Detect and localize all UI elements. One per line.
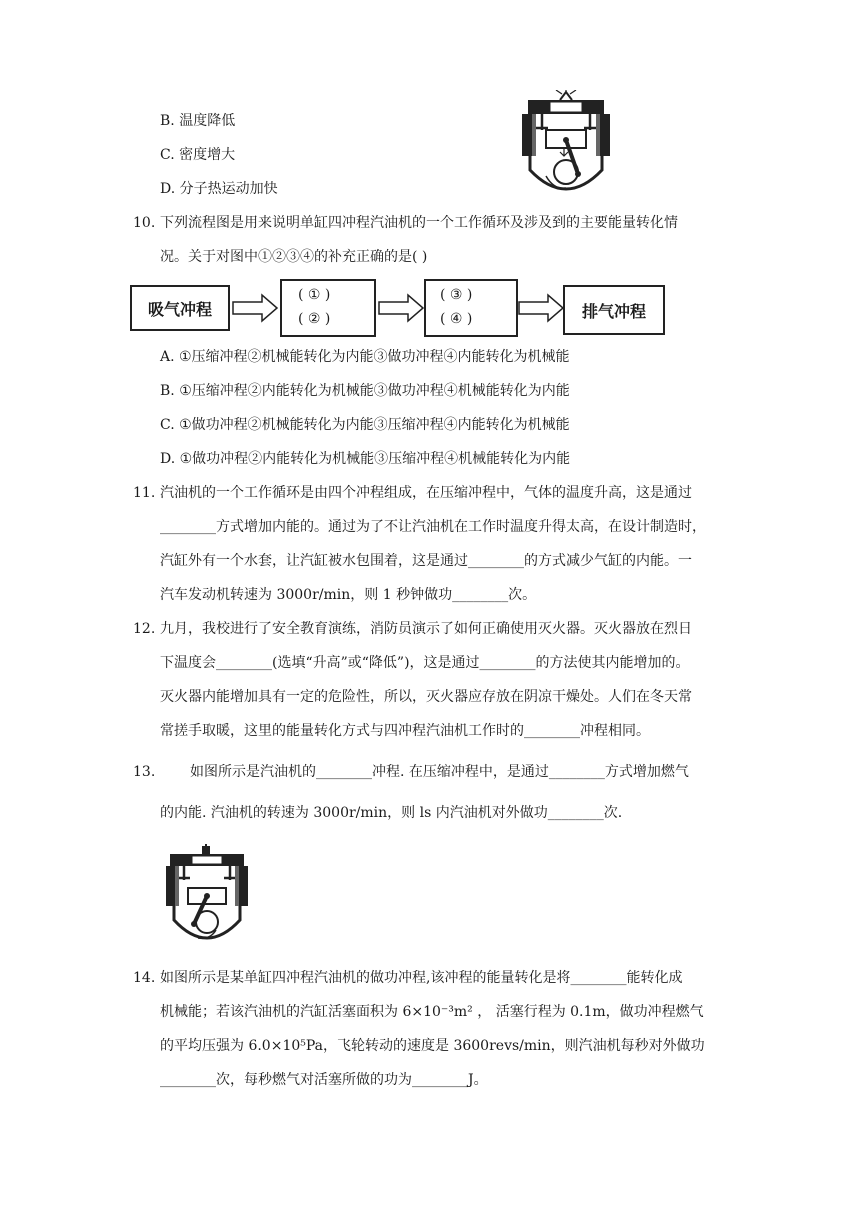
q10-option-c: C. ①做功冲程②机械能转化为内能③压缩冲程④内能转化为机械能 <box>160 417 570 433</box>
q9-option-c: C. 密度增大 <box>160 147 236 163</box>
flow-box-intake-label: 吸气冲程 <box>147 299 212 319</box>
q12-line4: 常搓手取暖，这里的能量转化方式与四冲程汽油机工作时的________冲程相同。 <box>160 723 650 739</box>
q10-option-b: B. ①压缩冲程②内能转化为机械能③做功冲程④机械能转化为内能 <box>160 383 570 399</box>
q14-line1: 如图所示是某单缸四冲程汽油机的做功冲程,该冲程的能量转化是将________能转化成 <box>160 970 683 986</box>
q11-number: 11. <box>133 485 156 501</box>
q10-option-d: D. ①做功冲程②内能转化为机械能③压缩冲程④机械能转化为内能 <box>160 451 571 467</box>
q13-line2: 的内能. 汽油机的转速为 3000r/min，则 ls 内汽油机对外做功________次. <box>160 805 623 821</box>
q10-stem-line2: 况。关于对图中①②③④的补充正确的是( ) <box>160 249 428 265</box>
engine-diagram-1 <box>520 90 612 200</box>
q12-line3: 灭火器内能增加具有一定的危险性，所以，灭火器应存放在阴凉干燥处。人们在冬天常 <box>160 689 692 705</box>
q13-number: 13. <box>133 764 156 780</box>
blank-2: ( ② ) <box>298 311 331 327</box>
flow-box-intake <box>130 285 230 331</box>
q14-line2: 机械能；若该汽油机的汽缸活塞面积为 6×10⁻³m² ， 活塞行程为 0.1m，做功冲程燃气 <box>160 1004 704 1020</box>
flow-box-exhaust-label: 排气冲程 <box>581 301 646 321</box>
q11-line1: 汽油机的一个工作循环是由四个冲程组成，在压缩冲程中，气体的温度升高，这是通过 <box>160 485 692 501</box>
q14-number: 14. <box>133 970 156 986</box>
q12-line2: 下温度会________(选填“升高”或“降低”)，这是通过________的方法使其内能增加的。 <box>160 655 690 671</box>
blank-4: ( ④ ) <box>440 311 473 327</box>
flow-box-exhaust <box>563 285 665 335</box>
q14-line4: ________次，每秒燃气对活塞所做的功为________J。 <box>160 1072 488 1088</box>
flow-arrow-2 <box>378 293 424 323</box>
q12-line1: 九月，我校进行了安全教育演练，消防员演示了如何正确使用灭火器。灭火器放在烈日 <box>160 621 692 637</box>
blank-1: ( ① ) <box>298 287 331 303</box>
q11-line3: 汽缸外有一个水套，让汽缸被水包围着，这是通过________的方式减少气缸的内能。一 <box>160 553 692 569</box>
q13-line1: 如图所示是汽油机的________冲程. 在压缩冲程中，是通过________方式增加燃气 <box>190 764 689 780</box>
blank-3: ( ③ ) <box>440 287 473 303</box>
flow-box-stroke3 <box>424 279 518 337</box>
q11-line2: ________方式增加内能的。通过为了不让汽油机在工作时温度升得太高，在设计制造时， <box>160 519 706 535</box>
flow-arrow-3 <box>518 293 564 323</box>
engine-diagram-2 <box>166 844 248 948</box>
q14-line3: 的平均压强为 6.0×10⁵Pa，飞轮转动的速度是 3600revs/min，则汽油机每秒对外做功 <box>160 1038 705 1054</box>
q10-option-a: A. ①压缩冲程②机械能转化为内能③做功冲程④内能转化为机械能 <box>160 349 570 365</box>
q10-number: 10. <box>133 215 156 231</box>
q11-line4: 汽车发动机转速为 3000r/min，则 1 秒钟做功________次。 <box>160 587 537 603</box>
q9-option-b: B. 温度降低 <box>160 113 236 129</box>
q10-stem-line1: 下列流程图是用来说明单缸四冲程汽油机的一个工作循环及涉及到的主要能量转化情 <box>160 215 678 231</box>
flow-box-stroke2 <box>280 279 376 337</box>
flow-arrow-1 <box>232 293 278 323</box>
q9-option-d: D. 分子热运动加快 <box>160 181 278 197</box>
q12-number: 12. <box>133 621 156 637</box>
